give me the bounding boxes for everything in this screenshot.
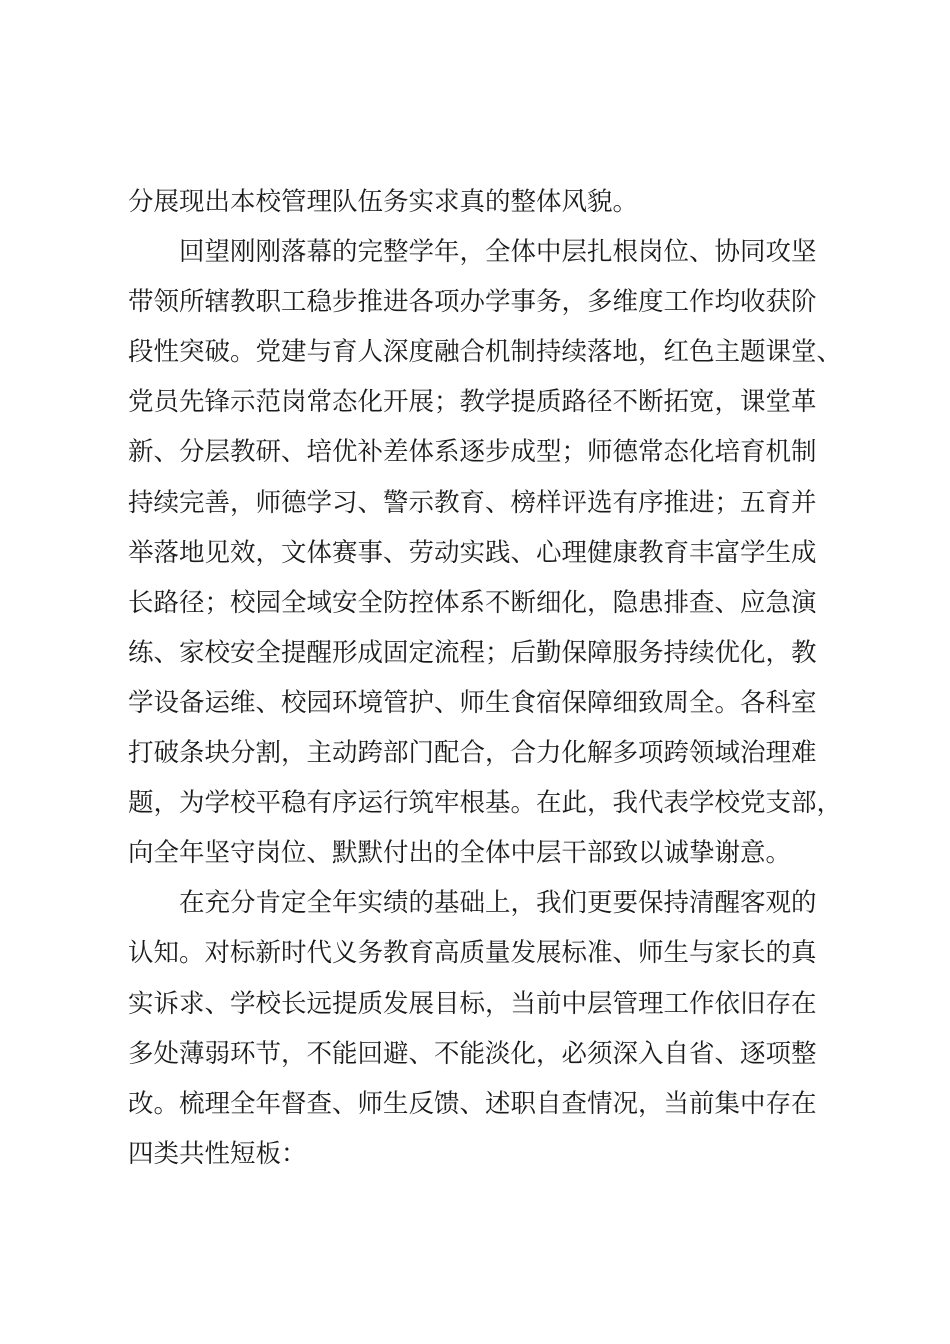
text-line: 新、分层教研、培优补差体系逐步成型；师德常态化培育机制: [128, 437, 817, 468]
text-line: 向全年坚守岗位、默默付出的全体中层干部致以诚挚谢意。: [128, 838, 792, 869]
text-line: 带领所辖教职工稳步推进各项办学事务，多维度工作均收获阶: [128, 287, 817, 318]
text-line: 学设备运维、校园环境管护、师生食宿保障细致周全。各科室: [128, 687, 817, 718]
text-line: 认知。对标新时代义务教育高质量发展标准、师生与家长的真: [128, 938, 817, 969]
text-line: 举落地见效，文体赛事、劳动实践、心理健康教育丰富学生成: [128, 537, 817, 568]
text-line: 持续完善，师德学习、警示教育、榜样评选有序推进；五育并: [128, 487, 817, 518]
text-line: 长路径；校园全域安全防控体系不断细化，隐患排查、应急演: [128, 587, 817, 618]
body-text: [128, 177, 848, 1179]
text-line: 多处薄弱环节，不能回避、不能淡化，必须深入自省、逐项整: [128, 1038, 817, 1069]
paragraph-start-line: 在充分肯定全年实绩的基础上，我们更要保持清醒客观的: [179, 888, 817, 919]
text-line: 段性突破。党建与育人深度融合机制持续落地，红色主题课堂、: [128, 337, 843, 368]
text-line: 分展现出本校管理队伍务实求真的整体风貌。: [128, 187, 639, 217]
text-line: 党员先锋示范岗常态化开展；教学提质路径不断拓宽，课堂革: [128, 387, 817, 418]
text-line: 题，为学校平稳有序运行筑牢根基。在此，我代表学校党支部，: [128, 788, 843, 819]
text-line: 打破条块分割，主动跨部门配合，合力化解多项跨领域治理难: [128, 738, 817, 769]
text-line: 改。梳理全年督查、师生反馈、述职自查情况，当前集中存在: [128, 1088, 817, 1119]
text-line: 实诉求、学校长远提质发展目标，当前中层管理工作依旧存在: [128, 988, 817, 1019]
text-line: 练、家校安全提醒形成固定流程；后勤保障服务持续优化，教: [128, 637, 817, 668]
text-line: 四类共性短板：: [128, 1138, 307, 1169]
paragraph-start-line: 回望刚刚落幕的完整学年，全体中层扎根岗位、协同攻坚: [179, 237, 817, 268]
